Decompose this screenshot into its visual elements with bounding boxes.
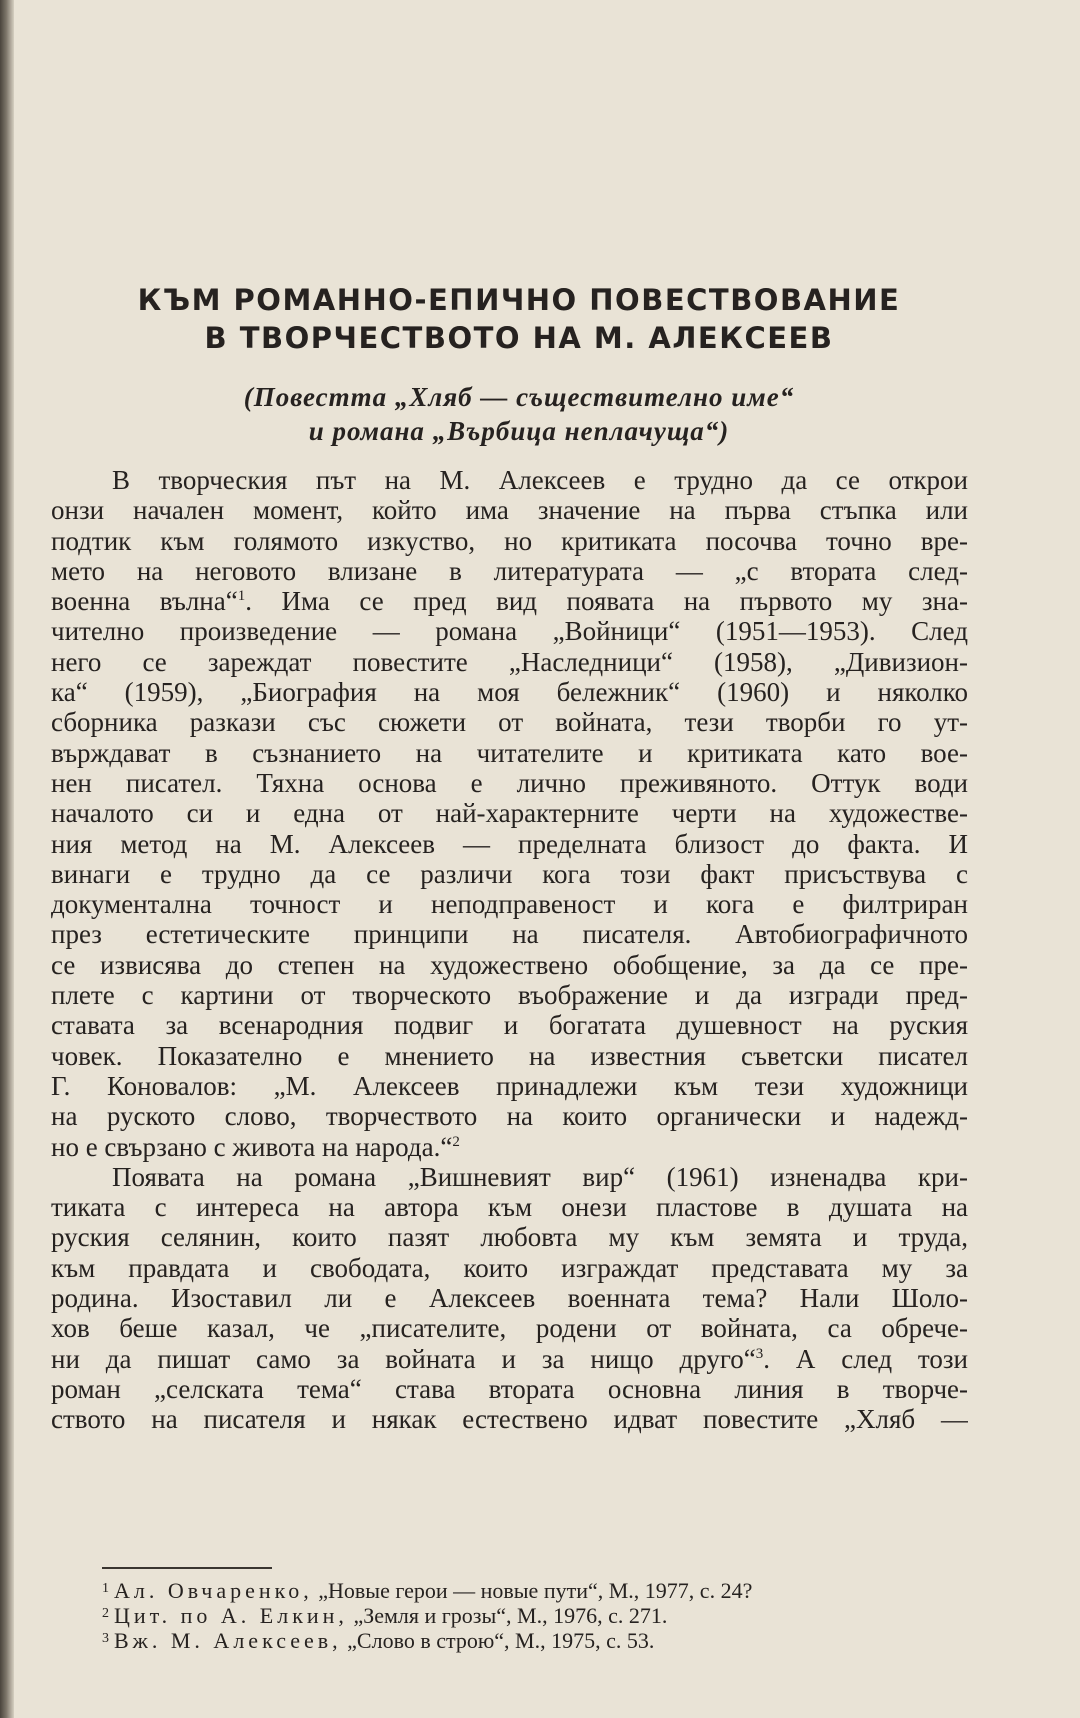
footnote-text: „Новые герои — новые пути“, М., 1977, с. 24? [318, 1578, 753, 1603]
text-line: към правдата и свободата, които изграждат представата му за [51, 1252, 968, 1283]
text-line: хов беше казал, че „писателите, родени от войната, са обрече- [51, 1313, 968, 1344]
text-line: ка“ (1959), „Биография на моя бележник“ (1960) и няколко [51, 677, 968, 708]
text-line: върждават в съзнанието на читателите и критиката като вое- [51, 737, 968, 768]
text-line: подтик към голямото изкуство, но критиката посочва точно вре- [51, 525, 968, 556]
footnote-author: Вж. М. Алексеев, [114, 1628, 342, 1653]
text-line: него се зареждат повестите „Наследници“ (1958), „Дивизион- [51, 646, 968, 677]
text-line-with-ref [51, 1132, 968, 1162]
text-line: тиката с интереса на автора към онези пластове в душата на [51, 1192, 968, 1223]
text-line: сборника разкази със сюжети от войната, тези творби го ут- [51, 707, 968, 738]
chapter-title [14, 281, 1024, 357]
footnote-2 [102, 1603, 972, 1628]
text-line: ставата за всенародния подвиг и богатата душевност на руския [51, 1010, 968, 1041]
chapter-title-line-1: КЪМ РОМАННО-ЕПИЧНО ПОВЕСТВОВАНИЕ [137, 283, 901, 317]
footnote-ref-3: 3 [755, 1345, 764, 1362]
footnote-author: Цит. по А. Елкин, [114, 1603, 348, 1628]
text-line: чително произведение — романа „Войници“ (1951—1953). След [51, 616, 968, 647]
text-fragment: ни да пишат само за войната и за нищо друго“ [51, 1343, 756, 1374]
text-fragment: военна вълна“ [51, 586, 238, 617]
footnotes [102, 1578, 972, 1653]
footnote-ref-1: 1 [237, 588, 246, 605]
text-line: В творческия път на М. Алексеев е трудно да се открои [112, 465, 968, 495]
text-line: онзи начален момент, който има значение на първа стъпка или [51, 495, 968, 526]
text-line: нен писател. Тяхна основа е лично преживяното. Оттук води [51, 767, 968, 798]
footnote-ref-2: 2 [452, 1133, 460, 1150]
footnote-number: 3 [102, 1631, 109, 1646]
chapter-subtitle [14, 380, 1024, 448]
text-line: винаги е трудно да се различи кога този факт присъствува с [51, 858, 968, 889]
footnote-number: 2 [102, 1606, 109, 1621]
text-line: ството на писателя и някак естествено идват повестите „Хляб — [51, 1404, 968, 1435]
text-line: човек. Показателно е мнението на известния съветски писател [51, 1040, 968, 1071]
text-line-with-ref [51, 586, 968, 616]
book-page [14, 0, 1080, 1718]
text-line: ния метод на М. Алексеев — пределната близост до факта. И [51, 828, 968, 859]
chapter-title-line-2: В ТВОРЧЕСТВОТО НА М. АЛЕКСЕЕВ [204, 321, 834, 355]
footnote-3 [102, 1628, 972, 1653]
text-line: документална точност и неподправеност и кога е филтриран [51, 889, 968, 920]
text-fragment: . А след този [763, 1343, 968, 1374]
book-binding-shadow [0, 0, 14, 1718]
footnote-author: Ал. Овчаренко, [114, 1578, 313, 1603]
text-line: Г. Коновалов: „М. Алексеев принадлежи към тези художници [51, 1070, 968, 1101]
text-line: началото си и една от най-характерните черти на художестве- [51, 798, 968, 829]
body-text [51, 465, 968, 1435]
text-line: се извисява до степен на художествено обобщение, за да се пре- [51, 949, 968, 980]
text-line: руския селянин, които пазят любовта му към земята и труда, [51, 1222, 968, 1253]
chapter-subtitle-line-1: (Повестта „Хляб — съществително име“ [243, 382, 795, 412]
text-line: родина. Изоставил ли е Алексеев военната тема? Нали Шоло- [51, 1283, 968, 1314]
footnote-1 [102, 1578, 972, 1603]
text-fragment: но е свързано с живота на народа.“ [51, 1131, 453, 1162]
text-fragment: . Има се пред вид появата на първото му зна- [245, 586, 968, 617]
chapter-subtitle-line-2: и романа „Върбица неплачуща“) [308, 416, 730, 446]
text-line: роман „селската тема“ става втората основна линия в творче- [51, 1373, 968, 1404]
footnote-text: „Слово в строю“, М., 1975, с. 53. [347, 1628, 655, 1653]
text-line: Появата на романа „Вишневият вир“ (1961) изненадва кри- [112, 1161, 968, 1192]
footnote-number: 1 [102, 1581, 109, 1596]
text-line: през естетическите принципи на писателя. Автобиографичното [51, 919, 968, 950]
footnote-divider [102, 1567, 272, 1569]
text-line: плете с картини от творческото въображение и да изгради пред- [51, 980, 968, 1011]
text-line: мето на неговото влизане в литературата — „с втората след- [51, 555, 968, 586]
text-line-with-ref [51, 1344, 968, 1374]
text-line: на руското слово, творчеството на които органически и надежд- [51, 1101, 968, 1132]
footnote-text: „Земля и грозы“, М., 1976, с. 271. [353, 1603, 668, 1628]
